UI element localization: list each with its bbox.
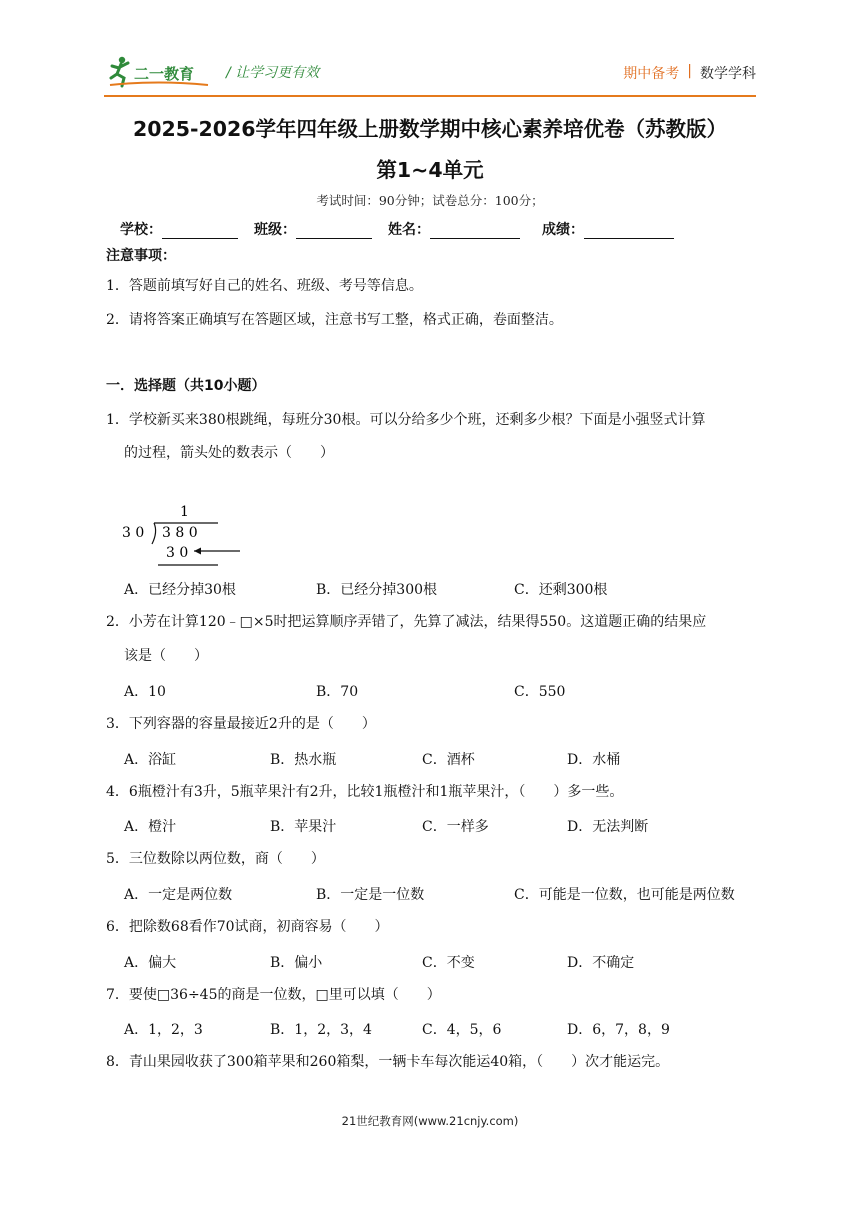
q7-option-a[interactable]: A．1，2，3 [124, 1022, 203, 1038]
long-division-diagram [122, 500, 252, 572]
exam-info: 考试时间：90分钟；试卷总分：100分； [316, 193, 544, 208]
logo [108, 54, 216, 90]
q4-option-b[interactable]: B．苹果汁 [270, 819, 337, 835]
student-info-row [120, 219, 674, 239]
tag-subject: 数学学科 [700, 66, 756, 82]
name-blank[interactable] [430, 222, 520, 239]
tag-midterm: 期中备考 [623, 66, 680, 82]
division-dividend: 3 8 0 [162, 525, 198, 541]
q7-option-b[interactable]: B．1，2，3，4 [270, 1022, 372, 1038]
notice-heading: 注意事项： [106, 248, 176, 264]
tag-separator: | [687, 63, 692, 79]
question-2-stem-line1: 2．小芳在计算120﹣□×5时把运算顺序弄错了，先算了减法，结果得550。这道题正确的结果应 [106, 614, 707, 630]
score-field[interactable] [542, 219, 674, 239]
q3-option-c[interactable]: C．酒杯 [422, 752, 475, 768]
page-subtitle: 第1~4单元 [376, 158, 484, 182]
section-heading: 一．选择题（共10小题） [106, 378, 266, 394]
q3-option-b[interactable]: B．热水瓶 [270, 752, 337, 768]
q6-option-b[interactable]: B．偏小 [270, 955, 323, 971]
q5-option-c[interactable]: C．可能是一位数，也可能是两位数 [514, 887, 735, 903]
class-field[interactable] [254, 219, 372, 239]
q1-option-c[interactable]: C．还剩300根 [514, 582, 608, 598]
division-divisor: 3 0 [122, 525, 145, 541]
question-6-stem: 6．把除数68看作70试商，初商容易（ ） [106, 919, 389, 935]
class-blank[interactable] [296, 222, 372, 239]
name-field[interactable] [388, 219, 520, 239]
q5-option-b[interactable]: B．一定是一位数 [316, 887, 425, 903]
q4-option-c[interactable]: C．一样多 [422, 819, 489, 835]
question-3-stem: 3．下列容器的容量最接近2升的是（ ） [106, 716, 376, 732]
header-divider [104, 95, 756, 97]
arrow-icon [194, 548, 201, 555]
q1-option-a[interactable]: A．已经分掉30根 [124, 582, 236, 598]
division-quotient: 1 [180, 504, 189, 520]
q4-option-d[interactable]: D．无法判断 [567, 819, 649, 835]
q2-option-b[interactable]: B．70 [316, 684, 359, 700]
score-label: 成绩： [542, 222, 584, 238]
score-blank[interactable] [584, 222, 674, 239]
notice-item-2: 2．请将答案正确填写在答题区域，注意书写工整，格式正确，卷面整洁。 [106, 312, 563, 328]
q2-option-a[interactable]: A．10 [124, 684, 166, 700]
logo-text: 二一教育 [134, 65, 195, 83]
q7-option-d[interactable]: D．6，7，8，9 [567, 1022, 670, 1038]
q6-option-a[interactable]: A．偏大 [124, 955, 177, 971]
name-label: 姓名： [388, 222, 430, 238]
school-label: 学校： [120, 222, 162, 238]
header-tags [623, 63, 756, 83]
q3-option-a[interactable]: A．浴缸 [124, 752, 177, 768]
runner-icon [111, 57, 128, 86]
class-label: 班级： [254, 222, 296, 238]
question-8-stem: 8．青山果园收获了300箱苹果和260箱梨，一辆卡车每次能运40箱，（ ）次才能运完。 [106, 1054, 670, 1070]
division-partial-product: 3 0 [166, 545, 189, 561]
slogan: / 让学习更有效 [226, 65, 320, 81]
question-5-stem: 5．三位数除以两位数，商（ ） [106, 851, 325, 867]
page-title: 2025-2026学年四年级上册数学期中核心素养培优卷（苏教版） [132, 117, 728, 141]
q3-option-d[interactable]: D．水桶 [567, 752, 621, 768]
question-4-stem: 4．6瓶橙汁有3升，5瓶苹果汁有2升，比较1瓶橙汁和1瓶苹果汁，（ ）多一些。 [106, 784, 624, 800]
q5-option-a[interactable]: A．一定是两位数 [124, 887, 233, 903]
school-blank[interactable] [162, 222, 238, 239]
footer-source: 21世纪教育网(www.21cnjy.com) [341, 1114, 519, 1128]
q7-option-c[interactable]: C．4，5，6 [422, 1022, 502, 1038]
q1-option-b[interactable]: B．已经分掉300根 [316, 582, 438, 598]
question-7-stem: 7．要使□36÷45的商是一位数，□里可以填（ ） [106, 987, 441, 1003]
question-1-stem-line1: 1．学校新买来380根跳绳，每班分30根。可以分给多少个班，还剩多少根？下面是小强竖式计算 [106, 412, 706, 428]
q4-option-a[interactable]: A．橙汁 [124, 819, 177, 835]
q6-option-c[interactable]: C．不变 [422, 955, 475, 971]
notice-item-1: 1．答题前填写好自己的姓名、班级、考号等信息。 [106, 278, 423, 294]
question-1-stem-line2: 的过程，箭头处的数表示（ ） [124, 445, 334, 461]
q2-option-c[interactable]: C．550 [514, 684, 566, 700]
question-2-stem-line2: 该是（ ） [124, 648, 208, 664]
school-field[interactable] [120, 219, 238, 239]
q6-option-d[interactable]: D．不确定 [567, 955, 635, 971]
